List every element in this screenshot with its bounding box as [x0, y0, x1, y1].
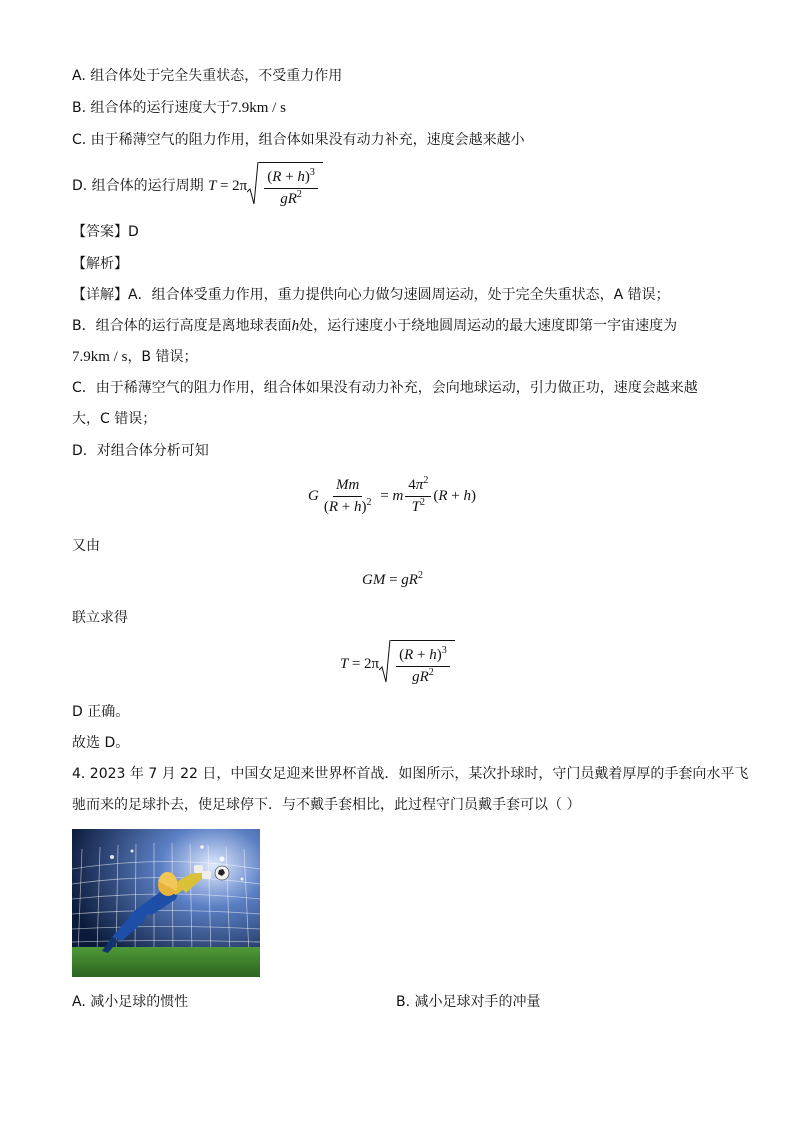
- q4-line-2: 驰而来的足球扑去，使足球停下．与不戴手套相比，此过程守门员戴手套可以（ ）: [72, 797, 581, 813]
- var-h: h: [291, 318, 300, 334]
- q4-option-b: B. 减小足球对手的冲量: [396, 994, 541, 1010]
- answer-value: D: [128, 224, 139, 240]
- goalkeeper-photo: [72, 829, 260, 977]
- option-b-text: B. 组合体的运行速度大于: [72, 100, 231, 116]
- detail-line-5: 大，C 错误；: [72, 411, 157, 427]
- detail-line-4: C．由于稀薄空气的阻力作用，组合体如果没有动力补充，会向地球运动，引力做正功，速度会越来越: [72, 380, 698, 396]
- answer-line: [72, 222, 139, 242]
- detail-line-1: 【详解】A．组合体受重力作用，重力提供向心力做匀速圆周运动，处于完全失重状态，A 错误；: [72, 287, 670, 303]
- option-b-value: 7.9km / s: [230, 100, 286, 116]
- equation-gravitation: G $\frac{Mm}{(R + h)^2}$ = m $\frac{4\pi^2}{T^2}$ (R + h): [308, 475, 476, 516]
- option-b-prev: [72, 98, 286, 118]
- option-d-prev: [72, 162, 323, 211]
- again-text: 又由: [72, 538, 100, 554]
- option-c-prev: C. 由于稀薄空气的阻力作用，组合体如果没有动力补充，速度会越来越小: [72, 132, 525, 148]
- combine-text: 联立求得: [72, 610, 128, 626]
- period-formula-result: T = 2π $\frac{(R + h)^3}{gR^2}$: [340, 640, 455, 689]
- sqrt-sign: $\frac{(R + h)^3}{gR^2}$: [247, 162, 323, 211]
- correct-text: D 正确。: [72, 704, 130, 720]
- equation-gm: GM = $gR^2$: [362, 570, 423, 588]
- sqrt-sign: $\frac{(R + h)^3}{gR^2}$: [379, 640, 455, 689]
- choose-text: 故选 D。: [72, 735, 130, 751]
- option-d-text: D. 组合体的运行周期: [72, 177, 204, 194]
- q4-option-a: A. 减小足球的惯性: [72, 994, 189, 1010]
- answer-label: 【答案】: [72, 224, 128, 240]
- analysis-label: 【解析】: [72, 256, 128, 272]
- detail-line-2: B．组合体的运行高度是离地球表面h处，运行速度小于绕地圆周运动的最大速度即第一宇宙速度为: [72, 318, 678, 334]
- detail-line-6: D．对组合体分析可知: [72, 443, 209, 459]
- period-formula-option: T = 2π $\frac{(R + h)^3}{gR^2}$: [208, 178, 323, 194]
- option-a-prev: A. 组合体处于完全失重状态，不受重力作用: [72, 68, 343, 84]
- q4-line-1: 4. 2023 年 7 月 22 日，中国女足迎来世界杯首战．如图所示，某次扑球时，守门员戴着厚厚的手套向水平飞: [72, 766, 749, 782]
- speed-value: 7.9km / s: [72, 349, 128, 365]
- detail-line-3: 7.9km / s，B 错误；: [72, 349, 198, 365]
